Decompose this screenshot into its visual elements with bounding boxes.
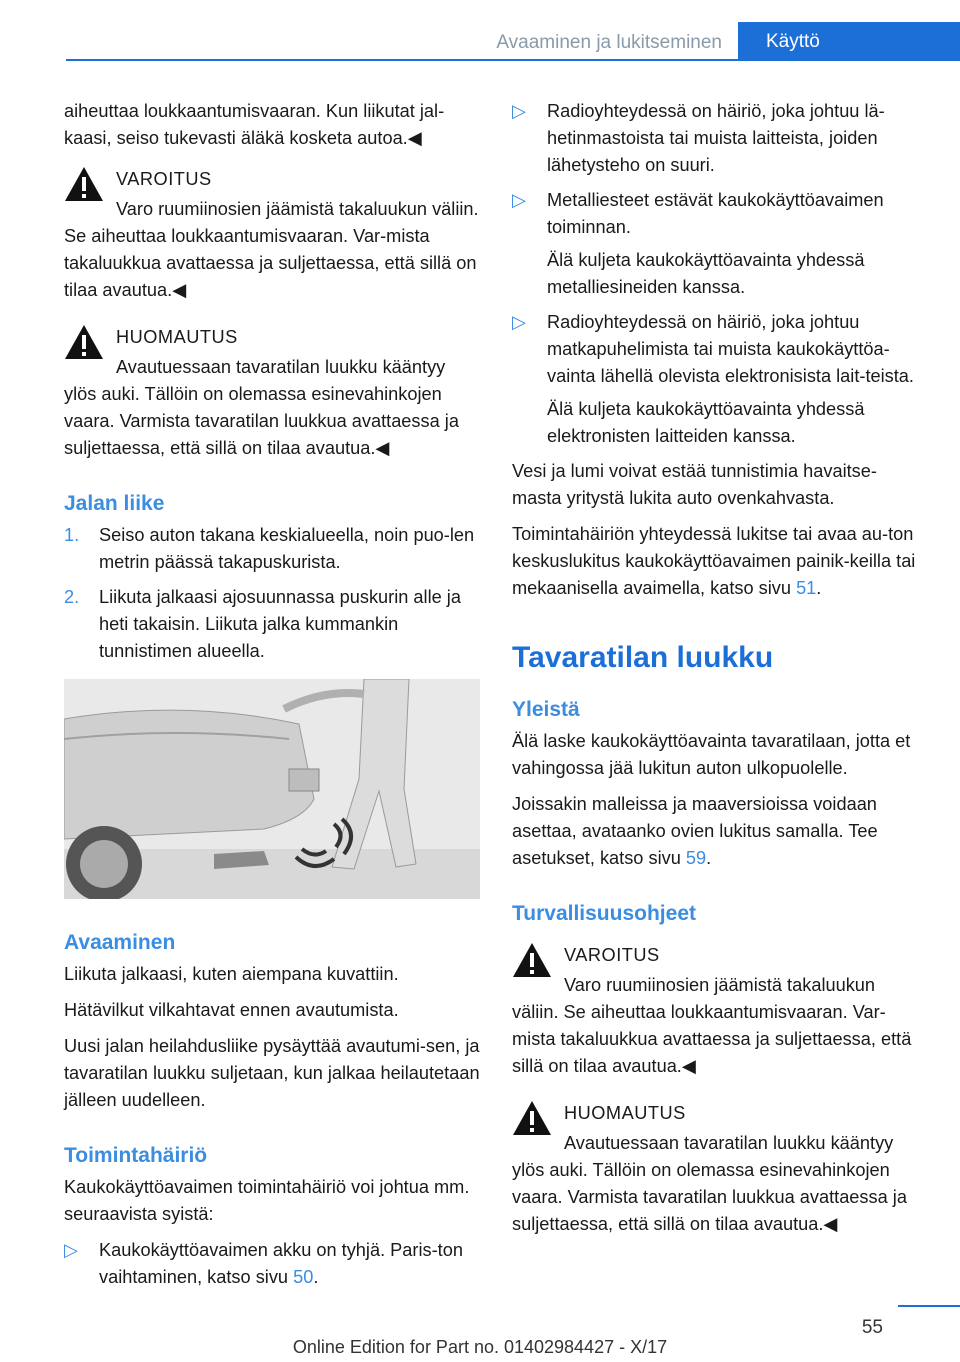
note-triangle-icon — [64, 324, 104, 360]
bullet-subtext: Älä kuljeta kaukokäyttöavainta yhdessä metalliesineiden kanssa. — [547, 250, 865, 297]
avaaminen-paragraph: Liikuta jalkaasi, kuten aiempana kuvattiin. — [64, 964, 399, 984]
step-text: Seiso auton takana keskialueella, noin puo‐len metrin päässä takapuskurista. — [99, 525, 475, 572]
heading-tavaratilan-luukku: Tavaratilan luukku — [512, 641, 774, 674]
steps-list — [64, 522, 482, 665]
list-item — [512, 309, 926, 450]
continued-paragraph: aiheuttaa loukkaantumisvaaran. Kun liikutat jal‐kaasi, seiso tukevasti äläkä kosketa autoa.◀ — [64, 101, 445, 148]
bullet-text: Radioyhteydessä on häiriö, joka johtuu lä‐hetinmastoista tai muista laitteista, joiden lähetysteho on suuri. — [547, 101, 885, 175]
note-block — [512, 1100, 926, 1238]
note-text: Avautuessaan tavaratilan luukku kääntyy ylös auki. Tällöin on olemassa esinevahinkojen vaara. Varmista tavaratilan luukkua avattaessa ja suljettaessa, että sillä on tilaa avautua.◀ — [64, 357, 459, 458]
avaaminen-paragraph: Hätävilkut vilkahtavat ennen avautumista. — [64, 1000, 399, 1020]
list-item — [512, 98, 926, 179]
page-header — [0, 0, 960, 62]
note-keyword: HUOMAUTUS — [564, 1103, 686, 1123]
warning-block — [512, 942, 926, 1080]
triangle-bullet-icon: ▷ — [512, 190, 526, 210]
paragraph-end: . — [706, 848, 712, 868]
note-keyword: HUOMAUTUS — [116, 327, 238, 347]
heading-yleista: Yleistä — [512, 698, 580, 721]
list-item — [64, 1237, 482, 1291]
avaaminen-paragraph: Uusi jalan heilahdusliike pysäyttää avautumi‐sen, ja tavaratilan luukku suljetaan, kun jalkaa heilautetaan jälleen uudelleen. — [64, 1036, 480, 1110]
step-number: 1. — [64, 525, 80, 545]
warning-triangle-icon — [512, 942, 552, 978]
note-block — [64, 324, 482, 462]
cause-list-continued — [512, 98, 926, 450]
header-chapter-tab: Käyttö — [738, 22, 960, 60]
triangle-bullet-icon: ▷ — [512, 101, 526, 121]
cause-list — [64, 1237, 482, 1291]
header-section-title: Avaaminen ja lukitseminen — [496, 32, 722, 53]
list-item — [512, 187, 926, 301]
footer-rule — [898, 1305, 960, 1307]
step-number: 2. — [64, 587, 80, 607]
list-item — [64, 522, 482, 576]
toimintahairio-lock-paragraph — [512, 521, 926, 602]
paragraph-end: . — [816, 578, 822, 598]
page-link-50[interactable]: 50 — [293, 1267, 314, 1287]
triangle-bullet-icon: ▷ — [512, 312, 526, 332]
joissakin-paragraph — [512, 791, 926, 872]
heading-jalan-liike: Jalan liike — [64, 492, 165, 515]
warning-text: Varo ruumiinosien jäämistä takaluukun väliin. Se aiheuttaa loukkaantumisvaaran. Var‐mista takaluukkua avattaessa ja suljettaessa, että sillä on tilaa avautua.◀ — [512, 975, 912, 1076]
left-column — [64, 98, 482, 1299]
bullet-text: Metalliesteet estävät kaukokäyttöavaimen toiminnan. — [547, 190, 884, 237]
warning-triangle-icon — [64, 166, 104, 202]
heading-toimintahairio: Toimintahäiriö — [64, 1144, 208, 1167]
vesi-paragraph: Vesi ja lumi voivat estää tunnistimia havaitse‐masta yritystä lukita auto ovenkahvasta. — [512, 461, 877, 508]
heading-avaaminen: Avaaminen — [64, 931, 176, 954]
yleista-paragraph: Älä laske kaukokäyttöavainta tavaratilaan, jotta et vahingossa jää lukitun auton ulkopuolelle. — [512, 731, 911, 778]
page-number: 55 — [861, 1317, 883, 1338]
list-item — [64, 584, 482, 665]
warning-block — [64, 166, 482, 304]
page-link-59[interactable]: 59 — [685, 848, 707, 868]
right-column — [512, 98, 926, 1258]
paragraph-text: Toimintahäiriön yhteydessä lukitse tai avaa au‐ton keskuslukitus kaukokäyttöavaimen painik‐keilla tai mekaanisella avaimella, katso sivu — [512, 524, 916, 598]
step-text: Liikuta jalkaasi ajosuunnassa puskurin alle ja heti takaisin. Liikuta jalka kummankin tunnistimen alueella. — [99, 587, 461, 661]
edition-footer: Online Edition for Part no. 01402984427 - X/17 — [292, 1337, 668, 1357]
warning-keyword: VAROITUS — [116, 169, 212, 189]
heading-turvallisuusohjeet: Turvallisuusohjeet — [512, 902, 696, 925]
warning-keyword: VAROITUS — [564, 945, 660, 965]
warning-text: Varo ruumiinosien jäämistä takaluukun väliin. Se aiheuttaa loukkaantumisvaaran. Var‐mista takaluukkua avattaessa ja suljettaessa, että sillä on tilaa avautua.◀ — [64, 199, 479, 300]
note-text: Avautuessaan tavaratilan luukku kääntyy ylös auki. Tällöin on olemassa esinevahinkojen vaara. Varmista tavaratilan luukkua avattaessa ja suljettaessa, että sillä on tilaa avautua.◀ — [512, 1133, 907, 1234]
note-triangle-icon — [512, 1100, 552, 1136]
triangle-bullet-icon: ▷ — [64, 1240, 78, 1260]
bullet-text: Radioyhteydessä on häiriö, joka johtuu matkapuhelimista tai muista kaukokäyttöa‐vainta lähellä olevista elektronisista lait‐teista. — [547, 312, 914, 386]
bullet-end: . — [313, 1267, 319, 1287]
kick-sensor-illustration — [64, 679, 480, 899]
bullet-subtext: Älä kuljeta kaukokäyttöavainta yhdessä elektronisten laitteiden kanssa. — [547, 399, 865, 446]
paragraph-text: Joissakin malleissa ja maaversioissa voidaan asettaa, avataanko ovien lukitus samalla. Tee asetukset, katso sivu — [512, 794, 878, 868]
bullet-text: Kaukokäyttöavaimen akku on tyhjä. Paris‐ton vaihtaminen, katso sivu — [99, 1240, 463, 1287]
header-rule — [66, 59, 960, 61]
page-link-51[interactable]: 51 — [796, 578, 817, 598]
toimintahairio-paragraph: Kaukokäyttöavaimen toimintahäiriö voi johtua mm. seuraavista syistä: — [64, 1177, 470, 1224]
